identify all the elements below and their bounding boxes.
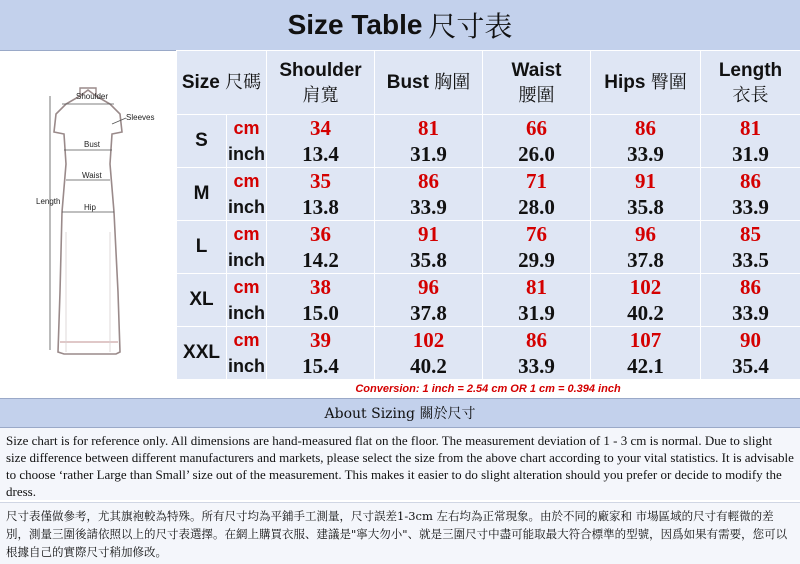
unit-cell — [227, 115, 267, 168]
hips-inch-value: 37.8 — [627, 248, 664, 272]
length-cm-value: 86 — [740, 275, 761, 299]
bust-cm-value: 86 — [418, 169, 439, 193]
hip-label: Hip — [84, 203, 97, 212]
length-value-cell — [701, 221, 800, 274]
unit-cm-label: cm — [233, 224, 260, 244]
bust-inch-value: 33.9 — [410, 195, 447, 219]
header-bust: Bust 胸圍 — [375, 51, 483, 115]
shoulder-inch-value: 13.8 — [302, 195, 339, 219]
unit-cell — [227, 221, 267, 274]
length-cm-value: 81 — [740, 116, 761, 140]
shoulder-label: Shoulder — [76, 92, 109, 101]
waist-value-cell — [483, 221, 591, 274]
length-cm-value: 90 — [740, 328, 761, 352]
page-title — [0, 0, 800, 51]
hips-cm-value: 102 — [629, 275, 662, 299]
length-value-cell — [701, 168, 800, 221]
shoulder-cm-value: 36 — [310, 222, 331, 246]
hips-value-cell — [591, 168, 701, 221]
hips-inch-value: 33.9 — [627, 142, 664, 166]
table-row — [177, 221, 800, 274]
length-inch-value: 35.4 — [732, 354, 769, 378]
shoulder-inch-value: 14.2 — [302, 248, 339, 272]
unit-inch-label: inch — [227, 356, 265, 376]
dress-outline — [54, 90, 122, 354]
length-value-cell — [701, 115, 800, 168]
shoulder-value-cell — [267, 221, 375, 274]
length-value-cell — [701, 274, 800, 327]
size-cell: M — [177, 168, 227, 221]
hips-cm-value: 91 — [635, 169, 656, 193]
bust-inch-value: 40.2 — [410, 354, 447, 378]
dress-illustration — [0, 52, 176, 382]
title-en: Size Table — [287, 9, 423, 40]
header-hips: Hips 臀圍 — [591, 51, 701, 115]
header-shoulder: Shoulder 肩寬 — [267, 51, 375, 115]
waist-value-cell — [483, 115, 591, 168]
bust-cm-value: 81 — [418, 116, 439, 140]
hips-inch-value: 42.1 — [627, 354, 664, 378]
unit-inch-label: inch — [227, 197, 265, 217]
about-sizing-english-text: Size chart is for reference only. All dimensions are hand-measured flat on the floor. The measurement deviation of 1 - 3 cm is normal. Due to slight size difference between different manufacturers and markets, please select the size from the above chart according to your vital statistics. It is advisable to choose ‘rather Large than Small’ size out of the measurement. This makes it easier to do slight alteration should you prefer or decide to modify the dress. — [0, 428, 800, 500]
hips-value-cell — [591, 221, 701, 274]
shoulder-inch-value: 15.0 — [302, 301, 339, 325]
unit-cm-label: cm — [233, 277, 260, 297]
length-inch-value: 33.9 — [732, 301, 769, 325]
hips-cm-value: 96 — [635, 222, 656, 246]
bust-value-cell — [375, 221, 483, 274]
bust-label: Bust — [84, 140, 101, 149]
table-header-row — [177, 51, 800, 115]
waist-label: Waist — [82, 171, 102, 180]
bust-inch-value: 35.8 — [410, 248, 447, 272]
size-table-body — [177, 115, 800, 380]
unit-cm-label: cm — [233, 171, 260, 191]
header-length: Length 衣長 — [701, 51, 800, 115]
waist-value-cell — [483, 274, 591, 327]
shoulder-cm-value: 39 — [310, 328, 331, 352]
hips-cm-value: 107 — [629, 328, 662, 352]
unit-inch-label: inch — [227, 303, 265, 323]
shoulder-cm-value: 34 — [310, 116, 331, 140]
bust-value-cell — [375, 274, 483, 327]
about-sizing-chinese-text: 尺寸表僅做參考，尤其旗袍較為特殊。所有尺寸均為平鋪手工測量，尺寸誤差1-3cm 左右均為正常現象。由於不同的廠家和 市場區域的尺寸有輕微的差別，測量三圍後請依照以上的尺寸表選擇。在網上購買衣服、建議是"寧大勿小"、就是三圍尺寸中盡可能取最大符合標準的型號，因爲如果有需要，您可以根據自己的實際尺寸稍加修改。 — [0, 502, 800, 564]
about-sizing-heading: About Sizing 關於尺寸 — [0, 398, 800, 428]
waist-cm-value: 81 — [526, 275, 547, 299]
hips-value-cell — [591, 274, 701, 327]
bust-inch-value: 37.8 — [410, 301, 447, 325]
header-size: Size 尺碼 — [177, 51, 267, 115]
waist-cm-value: 86 — [526, 328, 547, 352]
hips-value-cell — [591, 115, 701, 168]
waist-inch-value: 31.9 — [518, 301, 555, 325]
unit-inch-label: inch — [227, 144, 265, 164]
length-cm-value: 86 — [740, 169, 761, 193]
waist-value-cell — [483, 327, 591, 380]
dress-measurement-diagram — [0, 52, 176, 382]
unit-inch-label: inch — [227, 250, 265, 270]
table-row — [177, 168, 800, 221]
bust-value-cell — [375, 168, 483, 221]
size-cell: XXL — [177, 327, 227, 380]
shoulder-value-cell — [267, 274, 375, 327]
table-row — [177, 274, 800, 327]
length-value-cell — [701, 327, 800, 380]
shoulder-value-cell — [267, 327, 375, 380]
bust-cm-value: 91 — [418, 222, 439, 246]
table-row — [177, 115, 800, 168]
unit-cm-label: cm — [233, 330, 260, 350]
length-inch-value: 33.5 — [732, 248, 769, 272]
waist-inch-value: 28.0 — [518, 195, 555, 219]
bust-value-cell — [375, 115, 483, 168]
hips-inch-value: 40.2 — [627, 301, 664, 325]
unit-cell — [227, 327, 267, 380]
length-inch-value: 31.9 — [732, 142, 769, 166]
waist-cm-value: 71 — [526, 169, 547, 193]
size-cell: S — [177, 115, 227, 168]
shoulder-cm-value: 35 — [310, 169, 331, 193]
waist-inch-value: 33.9 — [518, 354, 555, 378]
size-table-container — [176, 50, 800, 380]
length-label: Length — [36, 197, 61, 206]
length-cm-value: 85 — [740, 222, 761, 246]
unit-cm-label: cm — [233, 118, 260, 138]
shoulder-inch-value: 13.4 — [302, 142, 339, 166]
waist-inch-value: 29.9 — [518, 248, 555, 272]
shoulder-value-cell — [267, 115, 375, 168]
shoulder-inch-value: 15.4 — [302, 354, 339, 378]
header-waist: Waist 腰圍 — [483, 51, 591, 115]
unit-cell — [227, 168, 267, 221]
waist-cm-value: 66 — [526, 116, 547, 140]
conversion-note: Conversion: 1 inch = 2.54 cm OR 1 cm = 0.394 inch — [355, 383, 621, 395]
waist-value-cell — [483, 168, 591, 221]
size-cell: L — [177, 221, 227, 274]
waist-cm-value: 76 — [526, 222, 547, 246]
bust-cm-value: 102 — [412, 328, 445, 352]
sleeves-label: Sleeves — [126, 113, 155, 122]
unit-cell — [227, 274, 267, 327]
bust-cm-value: 96 — [418, 275, 439, 299]
table-row — [177, 327, 800, 380]
bust-value-cell — [375, 327, 483, 380]
size-cell: XL — [177, 274, 227, 327]
size-table — [176, 50, 800, 380]
shoulder-cm-value: 38 — [310, 275, 331, 299]
title-cn: 尺寸表 — [428, 10, 513, 43]
bust-inch-value: 31.9 — [410, 142, 447, 166]
shoulder-value-cell — [267, 168, 375, 221]
waist-inch-value: 26.0 — [518, 142, 555, 166]
hips-value-cell — [591, 327, 701, 380]
hips-cm-value: 86 — [635, 116, 656, 140]
length-inch-value: 33.9 — [732, 195, 769, 219]
hips-inch-value: 35.8 — [627, 195, 664, 219]
